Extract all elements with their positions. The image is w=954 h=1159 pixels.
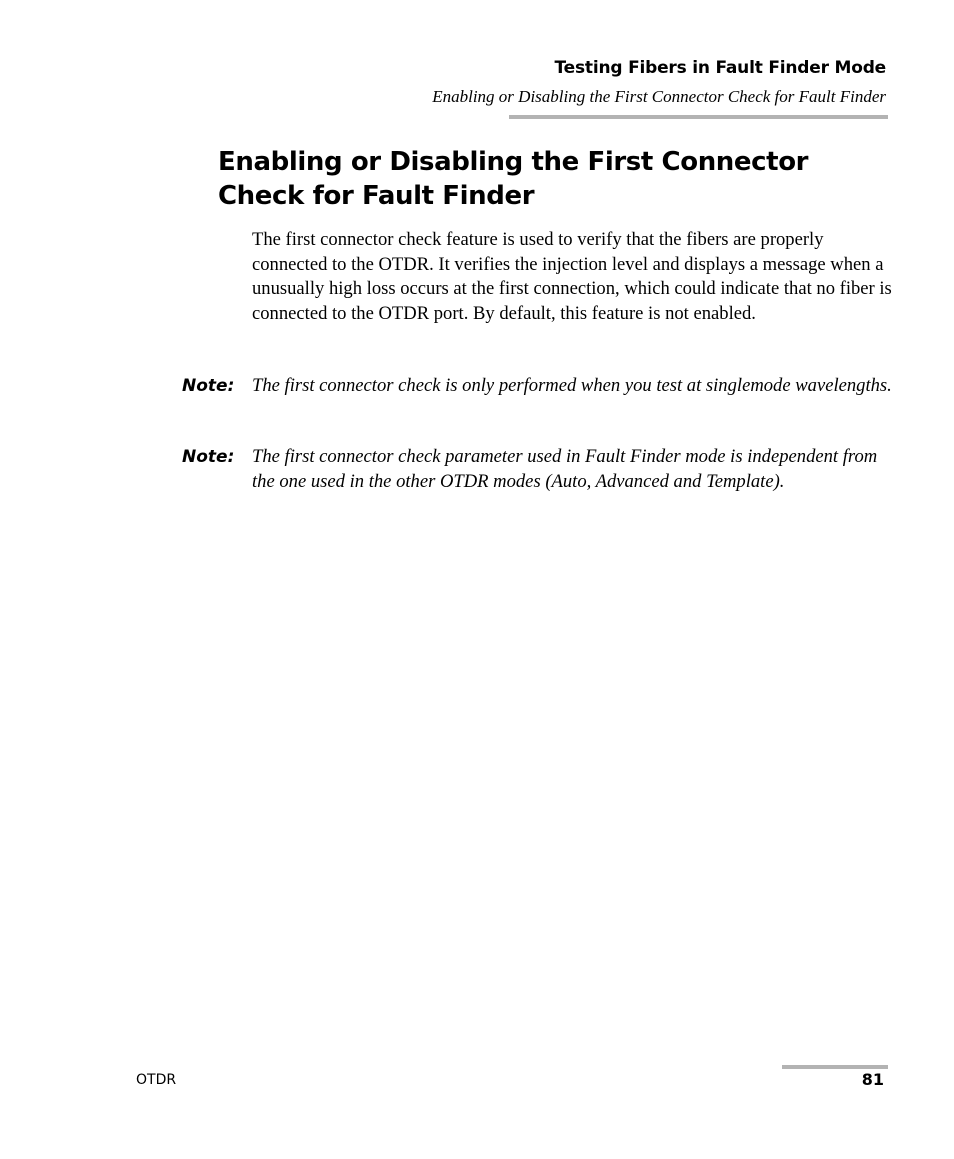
footer-product-name: OTDR — [136, 1072, 177, 1088]
note-label: Note: — [182, 376, 235, 396]
note-text: The first connector check parameter used in Fault Finder mode is independent from the one used in the other OTDR modes (Auto, Advanced and Template). — [252, 446, 878, 492]
note-text: The first connector check is only performed when you test at singlemode wavelengths. — [252, 375, 892, 396]
note-label: Note: — [182, 447, 235, 467]
body-paragraph: The first connector check feature is used to verify that the fibers are properly connected to the OTDR. It verifies the injection level and displays a message when a unusually high loss occurs at the first connection, which could indicate that no fiber is connected to the OTDR port. By default, this feature is not enabled. — [252, 229, 892, 324]
page-title: Enabling or Disabling the First Connector Check for Fault Finder — [218, 147, 809, 211]
header-chapter-title: Testing Fibers in Fault Finder Mode — [554, 58, 886, 78]
page-number: 81 — [861, 1070, 884, 1089]
footer-rule — [782, 1065, 888, 1069]
header-rule — [509, 115, 888, 119]
header-section-title: Enabling or Disabling the First Connector Check for Fault Finder — [432, 87, 886, 106]
